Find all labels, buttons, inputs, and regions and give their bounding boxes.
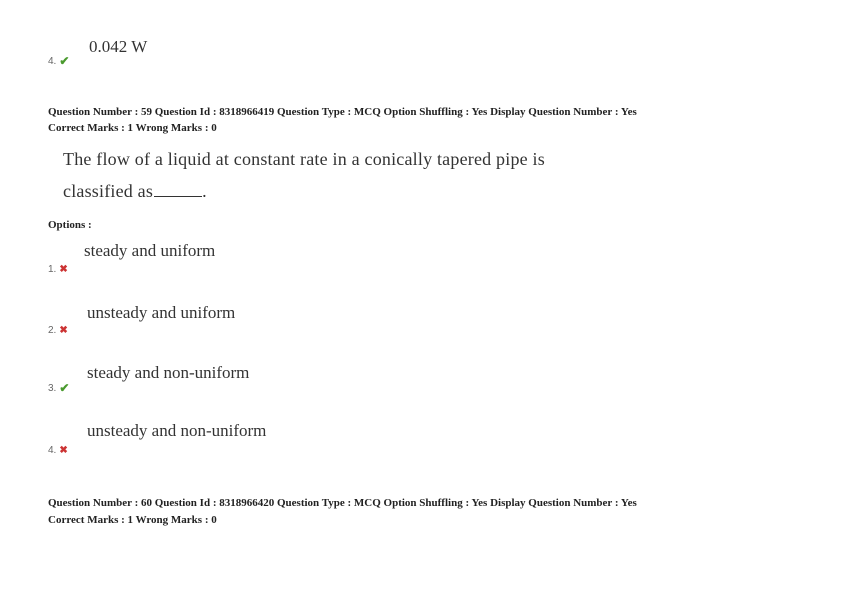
check-icon: ✔ [59, 54, 70, 68]
option-3-marker [48, 382, 69, 394]
fill-in-blank [154, 182, 202, 197]
option-number-label: 1. [48, 264, 57, 275]
option-number-label: 4. [48, 445, 57, 456]
option-number-label: 3. [48, 382, 57, 394]
option-1-text: steady and uniform [84, 241, 216, 260]
cross-icon: ✖ [59, 263, 68, 275]
question-59-text-line1: The flow of a liquid at constant rate in a conically tapered pipe is [63, 149, 545, 169]
option-number-label: 4. [48, 55, 57, 67]
prev-option-4-number [48, 55, 69, 67]
question-59-text-line2 [63, 181, 207, 202]
check-icon: ✔ [59, 381, 70, 395]
question-text-fragment: classified as [63, 181, 154, 201]
option-2-text: unsteady and uniform [87, 303, 236, 322]
options-label: Options : [48, 219, 92, 231]
question-text-end: . [202, 181, 207, 201]
option-3-text: steady and non-uniform [87, 363, 250, 382]
option-number-label: 2. [48, 325, 57, 336]
question-59-meta: Question Number : 59 Question Id : 8318966419 Question Type : MCQ Option Shuffling : Yes Display Question Number : Yes [48, 106, 637, 118]
question-60-marks: Correct Marks : 1 Wrong Marks : 0 [48, 514, 217, 526]
option-4-marker [48, 445, 68, 456]
option-4-text: unsteady and non-uniform [87, 421, 267, 440]
question-60-meta: Question Number : 60 Question Id : 8318966420 Question Type : MCQ Option Shuffling : Yes Display Question Number : Yes [48, 497, 637, 509]
option-2-marker [48, 325, 68, 336]
cross-icon: ✖ [59, 444, 68, 456]
prev-option-4-text: 0.042 W [89, 37, 148, 56]
cross-icon: ✖ [59, 324, 68, 336]
option-1-marker [48, 264, 68, 275]
question-59-marks: Correct Marks : 1 Wrong Marks : 0 [48, 122, 217, 134]
